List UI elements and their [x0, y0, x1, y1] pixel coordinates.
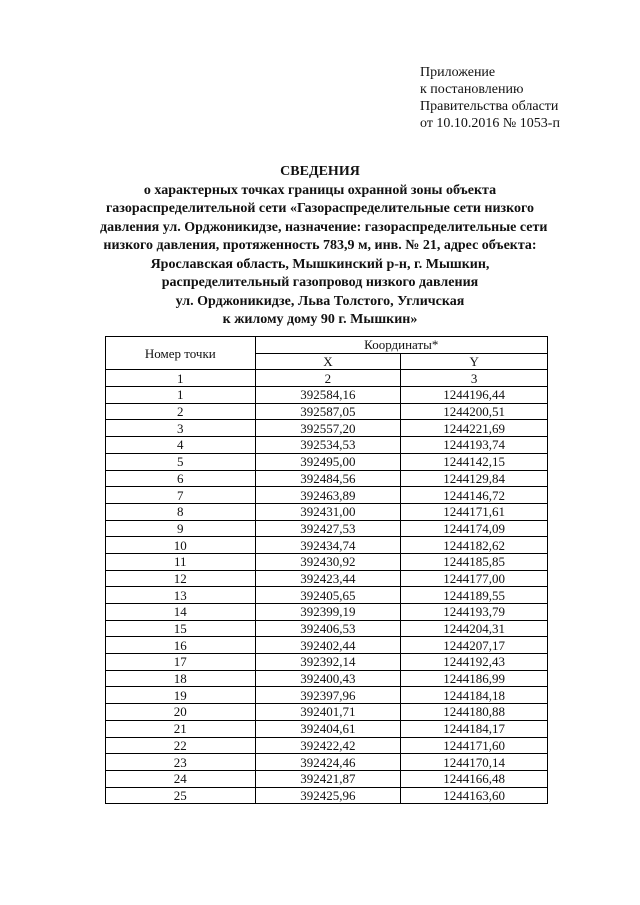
heading-line: низкого давления, протяженность 783,9 м, инв. № 21, адрес объекта:	[103, 238, 537, 253]
y-coordinate-cell: 1244146,72	[401, 487, 548, 504]
y-coordinate-cell: 1244142,15	[401, 453, 548, 470]
point-number-cell: 25	[106, 787, 256, 804]
heading-line: газораспределительной сети «Газораспределительные сети низкого	[105, 201, 535, 216]
table-row	[106, 770, 548, 787]
heading-title: СВЕДЕНИЯ	[280, 164, 360, 179]
x-coordinate-cell: 392430,92	[255, 553, 401, 570]
point-number-cell: 2	[106, 403, 256, 420]
point-number-cell: 11	[106, 553, 256, 570]
column-number: 3	[401, 370, 548, 387]
y-coordinate-cell: 1244193,74	[401, 437, 548, 454]
table-header-row	[106, 337, 548, 354]
x-coordinate-cell: 392406,53	[255, 620, 401, 637]
heading-line: распределительный газопровод низкого давления	[161, 275, 479, 290]
y-coordinate-cell: 1244196,44	[401, 387, 548, 404]
heading-line: Ярославская область, Мышкинский р-н, г. Мышкин,	[150, 256, 490, 272]
table-row	[106, 787, 548, 804]
y-coordinate-cell: 1244200,51	[401, 403, 548, 420]
point-number-cell: 3	[106, 420, 256, 437]
y-coordinate-cell: 1244184,17	[401, 720, 548, 737]
x-coordinate-cell: 392584,16	[255, 387, 401, 404]
x-coordinate-cell: 392431,00	[255, 503, 401, 520]
point-number-cell: 10	[106, 537, 256, 554]
table-row	[106, 487, 548, 504]
point-number-cell: 19	[106, 687, 256, 704]
point-number-cell: 5	[106, 453, 256, 470]
x-coordinate-cell: 392427,53	[255, 520, 401, 537]
table-row	[106, 570, 548, 587]
table-row	[106, 387, 548, 404]
table-row	[106, 453, 548, 470]
x-coordinate-cell: 392405,65	[255, 587, 401, 604]
y-coordinate-cell: 1244170,14	[401, 754, 548, 771]
table-row	[106, 604, 548, 621]
table-row	[106, 670, 548, 687]
point-number-cell: 13	[106, 587, 256, 604]
table-row	[106, 620, 548, 637]
y-coordinate-cell: 1244171,61	[401, 503, 548, 520]
x-coordinate-cell: 392423,44	[255, 570, 401, 587]
point-number-cell: 24	[106, 770, 256, 787]
y-coordinate-cell: 1244166,48	[401, 770, 548, 787]
table-row	[106, 654, 548, 671]
x-coordinate-cell: 392463,89	[255, 487, 401, 504]
point-number-cell: 8	[106, 503, 256, 520]
y-coordinate-cell: 1244193,79	[401, 604, 548, 621]
appendix-block	[420, 64, 560, 132]
table-row	[106, 587, 548, 604]
x-coordinate-cell: 392401,71	[255, 704, 401, 721]
point-number-cell: 7	[106, 487, 256, 504]
y-coordinate-cell: 1244174,09	[401, 520, 548, 537]
table-row	[106, 704, 548, 721]
table-row	[106, 754, 548, 771]
y-coordinate-cell: 1244184,18	[401, 687, 548, 704]
x-coordinate-cell: 392484,56	[255, 470, 401, 487]
appendix-line: от 10.10.2016 № 1053-п	[420, 116, 560, 131]
point-number-cell: 17	[106, 654, 256, 671]
heading-line: к жилому дому 90 г. Мышкин»	[222, 312, 418, 327]
x-coordinate-cell: 392402,44	[255, 637, 401, 654]
x-coordinate-cell: 392425,96	[255, 787, 401, 804]
table-row	[106, 537, 548, 554]
column-number: 1	[106, 370, 256, 387]
table-row	[106, 437, 548, 454]
x-coordinate-cell: 392399,19	[255, 604, 401, 621]
table-row	[106, 553, 548, 570]
x-coordinate-cell: 392404,61	[255, 720, 401, 737]
point-number-cell: 22	[106, 737, 256, 754]
column-number-row	[106, 370, 548, 387]
y-coordinate-cell: 1244182,62	[401, 537, 548, 554]
heading-line: давления ул. Орджоникидзе, назначение: газораспределительные сети	[100, 219, 548, 235]
table-row	[106, 503, 548, 520]
x-coordinate-cell: 392421,87	[255, 770, 401, 787]
table-row	[106, 737, 548, 754]
x-coordinate-cell: 392424,46	[255, 754, 401, 771]
point-number-cell: 12	[106, 570, 256, 587]
point-number-cell: 21	[106, 720, 256, 737]
x-coordinate-cell: 392587,05	[255, 403, 401, 420]
x-coordinate-cell: 392392,14	[255, 654, 401, 671]
y-coordinate-cell: 1244189,55	[401, 587, 548, 604]
x-coordinate-cell: 392400,43	[255, 670, 401, 687]
y-coordinate-cell: 1244163,60	[401, 787, 548, 804]
heading-line: ул. Орджоникидзе, Льва Толстого, Угличская	[175, 293, 465, 309]
table-row	[106, 637, 548, 654]
point-number-cell: 20	[106, 704, 256, 721]
y-coordinate-cell: 1244186,99	[401, 670, 548, 687]
coordinates-table	[105, 336, 548, 804]
x-coordinate-cell: 392422,42	[255, 737, 401, 754]
table-row	[106, 520, 548, 537]
point-number-cell: 15	[106, 620, 256, 637]
table-row	[106, 720, 548, 737]
table-row	[106, 420, 548, 437]
y-coordinate-cell: 1244221,69	[401, 420, 548, 437]
x-coordinate-cell: 392534,53	[255, 437, 401, 454]
appendix-line: к постановлению	[420, 82, 524, 97]
point-number-cell: 18	[106, 670, 256, 687]
header-point-number: Номер точки	[106, 337, 256, 370]
column-number: 2	[255, 370, 401, 387]
table-row	[106, 687, 548, 704]
appendix-line: Правительства области	[420, 99, 559, 114]
x-coordinate-cell: 392397,96	[255, 687, 401, 704]
table-row	[106, 470, 548, 487]
x-coordinate-cell: 392495,00	[255, 453, 401, 470]
y-coordinate-cell: 1244171,60	[401, 737, 548, 754]
document-heading	[100, 163, 548, 330]
y-coordinate-cell: 1244177,00	[401, 570, 548, 587]
header-coordinates: Координаты*	[255, 337, 547, 354]
point-number-cell: 16	[106, 637, 256, 654]
y-coordinate-cell: 1244207,17	[401, 637, 548, 654]
x-coordinate-cell: 392557,20	[255, 420, 401, 437]
point-number-cell: 4	[106, 437, 256, 454]
table-row	[106, 403, 548, 420]
appendix-line: Приложение	[420, 65, 496, 80]
point-number-cell: 23	[106, 754, 256, 771]
point-number-cell: 14	[106, 604, 256, 621]
header-y: Y	[401, 353, 548, 370]
x-coordinate-cell: 392434,74	[255, 537, 401, 554]
y-coordinate-cell: 1244129,84	[401, 470, 548, 487]
y-coordinate-cell: 1244180,88	[401, 704, 548, 721]
y-coordinate-cell: 1244204,31	[401, 620, 548, 637]
point-number-cell: 9	[106, 520, 256, 537]
header-x: X	[255, 353, 401, 370]
point-number-cell: 1	[106, 387, 256, 404]
point-number-cell: 6	[106, 470, 256, 487]
table-body	[106, 387, 548, 804]
y-coordinate-cell: 1244192,43	[401, 654, 548, 671]
y-coordinate-cell: 1244185,85	[401, 553, 548, 570]
heading-line: о характерных точках границы охранной зоны объекта	[143, 182, 497, 198]
